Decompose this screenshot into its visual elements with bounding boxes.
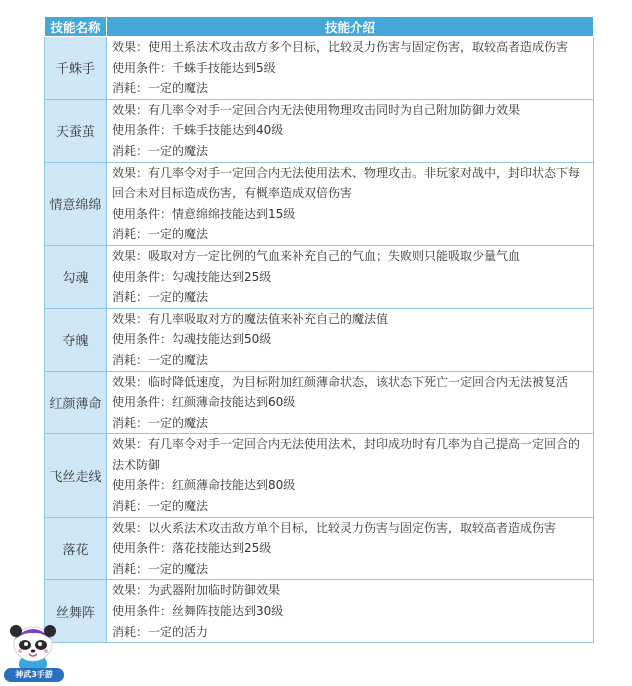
table-body [45, 37, 594, 643]
skill-name-cell: 夺魄 [45, 308, 107, 371]
table-row [45, 162, 594, 245]
condition-line: 使用条件：勾魂技能达到50级 [112, 332, 272, 347]
table-header-row [45, 17, 594, 37]
skill-desc-cell [107, 434, 594, 517]
skill-name-cell: 红颜薄命 [45, 371, 107, 434]
skill-desc-cell [107, 245, 594, 308]
cost-line: 消耗：一定的魔法 [112, 290, 209, 305]
condition-line: 使用条件：千蛛手技能达到5级 [112, 60, 276, 75]
table-row [45, 245, 594, 308]
header-skill-desc: 技能介绍 [107, 17, 594, 37]
effect-line: 效果：有几率令对手一定回合内无法使用物理攻击同时为自己附加防御力效果 [112, 102, 521, 117]
skill-name-cell: 落花 [45, 517, 107, 580]
table-row [45, 371, 594, 434]
skill-desc-cell [107, 162, 594, 245]
condition-line: 使用条件：红颜薄命技能达到80级 [112, 478, 296, 493]
condition-line: 使用条件：丝舞阵技能达到30级 [112, 604, 284, 619]
effect-line: 效果：有几率令对手一定回合内无法使用法术、物理攻击。非玩家对战中，封印状态下每回合未对目标造成伤害，有概率造成双倍伤害 [112, 165, 581, 201]
table-row [45, 434, 594, 517]
table-row [45, 580, 594, 643]
header-skill-name: 技能名称 [45, 17, 107, 37]
cost-line: 消耗：一定的活力 [112, 624, 209, 639]
table-row [45, 99, 594, 162]
skill-desc-cell [107, 517, 594, 580]
condition-line: 使用条件：情意绵绵技能达到15级 [112, 206, 296, 221]
skill-name-cell: 情意绵绵 [45, 162, 107, 245]
skill-desc-cell [107, 99, 594, 162]
watermark-caption: 神武3手游 [4, 668, 64, 682]
skill-name-cell: 丝舞阵 [45, 580, 107, 643]
skill-name-cell: 天蚕茧 [45, 99, 107, 162]
cost-line: 消耗：一定的魔法 [112, 352, 209, 367]
skill-name-cell: 勾魂 [45, 245, 107, 308]
cost-line: 消耗：一定的魔法 [112, 561, 209, 576]
skill-table [44, 16, 594, 643]
table-row [45, 308, 594, 371]
condition-line: 使用条件：红颜薄命技能达到60级 [112, 395, 296, 410]
effect-line: 效果：有几率令对手一定回合内无法使用法术，封印成功时有几率为自己提高一定回合的法术防御 [112, 437, 581, 472]
skill-desc-cell [107, 580, 594, 643]
skill-name-cell: 千蛛手 [45, 37, 107, 100]
condition-line: 使用条件：落花技能达到25级 [112, 541, 272, 556]
condition-line: 使用条件：千蛛手技能达到40级 [112, 123, 284, 138]
skill-desc-cell [107, 308, 594, 371]
effect-line: 效果：临时降低速度，为目标附加红颜薄命状态，该状态下死亡一定回合内无法被复活 [112, 374, 569, 389]
effect-line: 效果：以火系法术攻击敌方单个目标，比较灵力伤害与固定伤害，取较高者造成伤害 [112, 520, 557, 535]
cost-line: 消耗：一定的魔法 [112, 227, 209, 242]
skill-desc-cell [107, 37, 594, 100]
effect-line: 效果：吸取对方一定比例的气血来补充自己的气血；失败则只能吸取少量气血 [112, 248, 521, 263]
skill-desc-cell [107, 371, 594, 434]
table-row [45, 517, 594, 580]
cost-line: 消耗：一定的魔法 [112, 143, 209, 158]
skill-name-cell: 飞丝走线 [45, 434, 107, 517]
table-row [45, 37, 594, 100]
effect-line: 效果：有几率吸取对方的魔法值来补充自己的魔法值 [112, 311, 389, 326]
effect-line: 效果：使用土系法术攻击敌方多个目标，比较灵力伤害与固定伤害，取较高者造成伤害 [112, 40, 569, 54]
effect-line: 效果：为武器附加临时防御效果 [112, 583, 281, 598]
cost-line: 消耗：一定的魔法 [112, 415, 209, 430]
condition-line: 使用条件：勾魂技能达到25级 [112, 269, 272, 284]
cost-line: 消耗：一定的魔法 [112, 499, 209, 514]
cost-line: 消耗：一定的魔法 [112, 81, 209, 96]
